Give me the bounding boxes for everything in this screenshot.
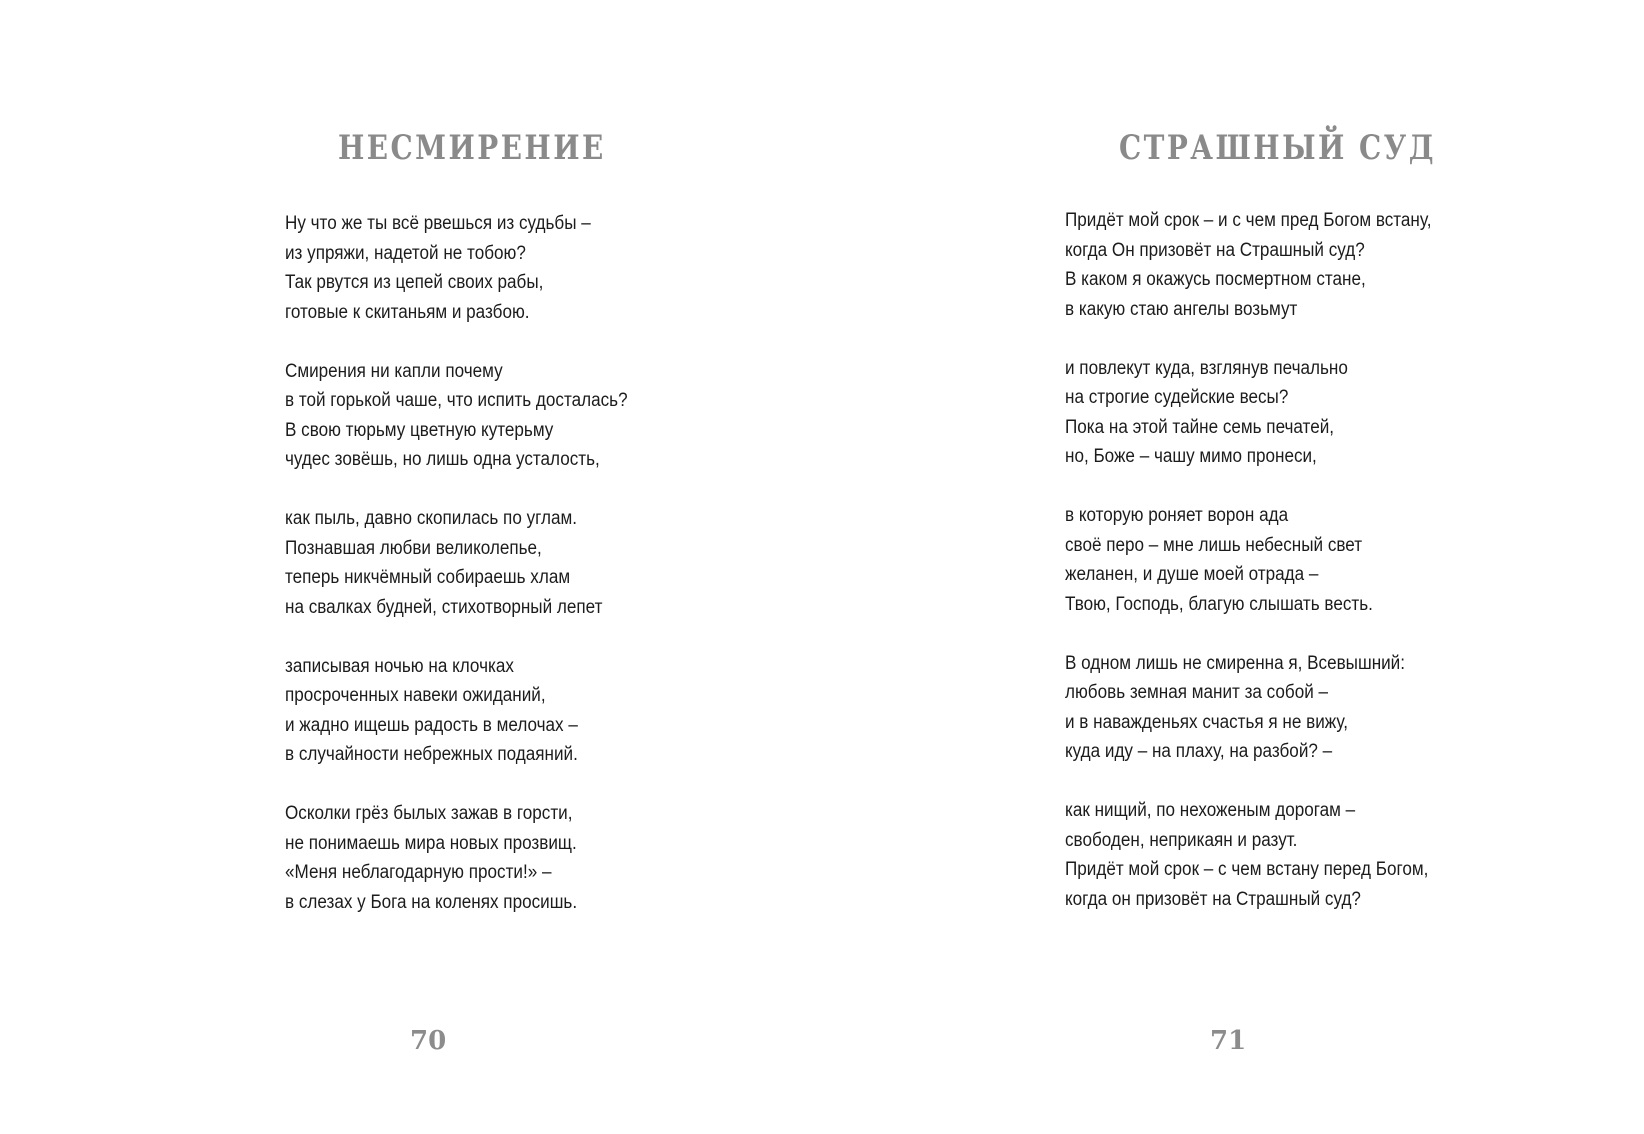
verse-line: своё перо – мне лишь небесный свет <box>1065 534 1363 556</box>
verse-line: в той горькой чаше, что испить досталась? <box>285 390 628 411</box>
verse-line: любовь земная манит за собой – <box>1065 682 1329 703</box>
verse-line: Так рвутся из цепей своих рабы, <box>285 272 544 293</box>
stanza <box>1065 649 1431 767</box>
stanza <box>1065 354 1431 472</box>
verse-line: в которую роняет ворон ада <box>1065 505 1289 526</box>
verse-line: записывая ночью на клочках <box>285 655 514 677</box>
poem-title: СТРАШНЫЙ СУД <box>1119 128 1436 168</box>
verse-line: и в наважденьях счастья я не вижу, <box>1065 711 1348 733</box>
verse-line: в слезах у Бога на коленях просишь. <box>285 891 578 913</box>
verse-line: свободен, неприкаян и разут. <box>1065 829 1298 851</box>
verse-line: на свалках будней, стихотворный лепет <box>285 596 603 618</box>
verse-line: из упряжи, надетой не тобою? <box>285 242 526 264</box>
verse-line: «Меня неблагодарную прости!» – <box>285 862 552 883</box>
poem-body <box>285 209 628 917</box>
verse-line: готовые к скитаньям и разбою. <box>285 301 530 323</box>
verse-line: Познавшая любви великолепье, <box>285 537 542 559</box>
stanza <box>285 799 628 917</box>
verse-line: в случайности небрежных подаяний. <box>285 744 578 765</box>
verse-line: Придёт мой срок – и с чем пред Богом встану, <box>1065 210 1432 231</box>
verse-line: и повлекут куда, взглянув печально <box>1065 357 1348 379</box>
verse-line: когда Он призовёт на Страшный суд? <box>1065 239 1365 261</box>
verse-line: Придёт мой срок – с чем встану перед Богом, <box>1065 859 1429 880</box>
page-number: 71 <box>1210 1026 1247 1056</box>
stanza <box>285 209 628 327</box>
verse-line: Пока на этой тайне семь печатей, <box>1065 416 1335 438</box>
right-page <box>822 0 1644 1134</box>
verse-line: когда он призовёт на Страшный суд? <box>1065 888 1361 910</box>
stanza <box>1065 206 1431 324</box>
verse-line: как пыль, давно скопилась по углам. <box>285 508 577 529</box>
verse-line: просроченных навеки ожиданий, <box>285 685 546 706</box>
poem-title: НЕСМИРЕНИЕ <box>338 128 606 168</box>
stanza <box>285 652 628 770</box>
verse-line: на строгие судейские весы? <box>1065 387 1289 408</box>
poem-body <box>1065 206 1431 914</box>
stanza <box>1065 501 1431 619</box>
verse-line: Осколки грёз былых зажав в горсти, <box>285 803 573 824</box>
verse-line: чудес зовёшь, но лишь одна усталость, <box>285 449 600 470</box>
verse-line: В свою тюрьму цветную кутерьму <box>285 419 554 441</box>
verse-line: в какую стаю ангелы возьмут <box>1065 298 1298 320</box>
verse-line: желанен, и душе моей отрада – <box>1065 564 1319 585</box>
verse-line: но, Боже – чашу мимо пронеси, <box>1065 446 1317 467</box>
verse-line: куда иду – на плаху, на разбой? – <box>1065 741 1333 762</box>
verse-line: как нищий, по нехоженым дорогам – <box>1065 800 1356 821</box>
verse-line: Ну что же ты всё рвешься из судьбы – <box>285 213 591 234</box>
verse-line: В одном лишь не смиренна я, Всевышний: <box>1065 652 1405 674</box>
stanza <box>285 504 628 622</box>
verse-line: не понимаешь мира новых прозвищ. <box>285 832 577 854</box>
stanza <box>285 357 628 475</box>
stanza <box>1065 796 1431 914</box>
verse-line: Смирения ни капли почему <box>285 360 503 382</box>
verse-line: и жадно ищешь радость в мелочах – <box>285 714 578 736</box>
page-number: 70 <box>410 1026 447 1056</box>
verse-line: В каком я окажусь посмертном стане, <box>1065 269 1366 290</box>
verse-line: теперь никчёмный собираешь хлам <box>285 567 571 588</box>
verse-line: Твою, Господь, благую слышать весть. <box>1065 593 1373 615</box>
